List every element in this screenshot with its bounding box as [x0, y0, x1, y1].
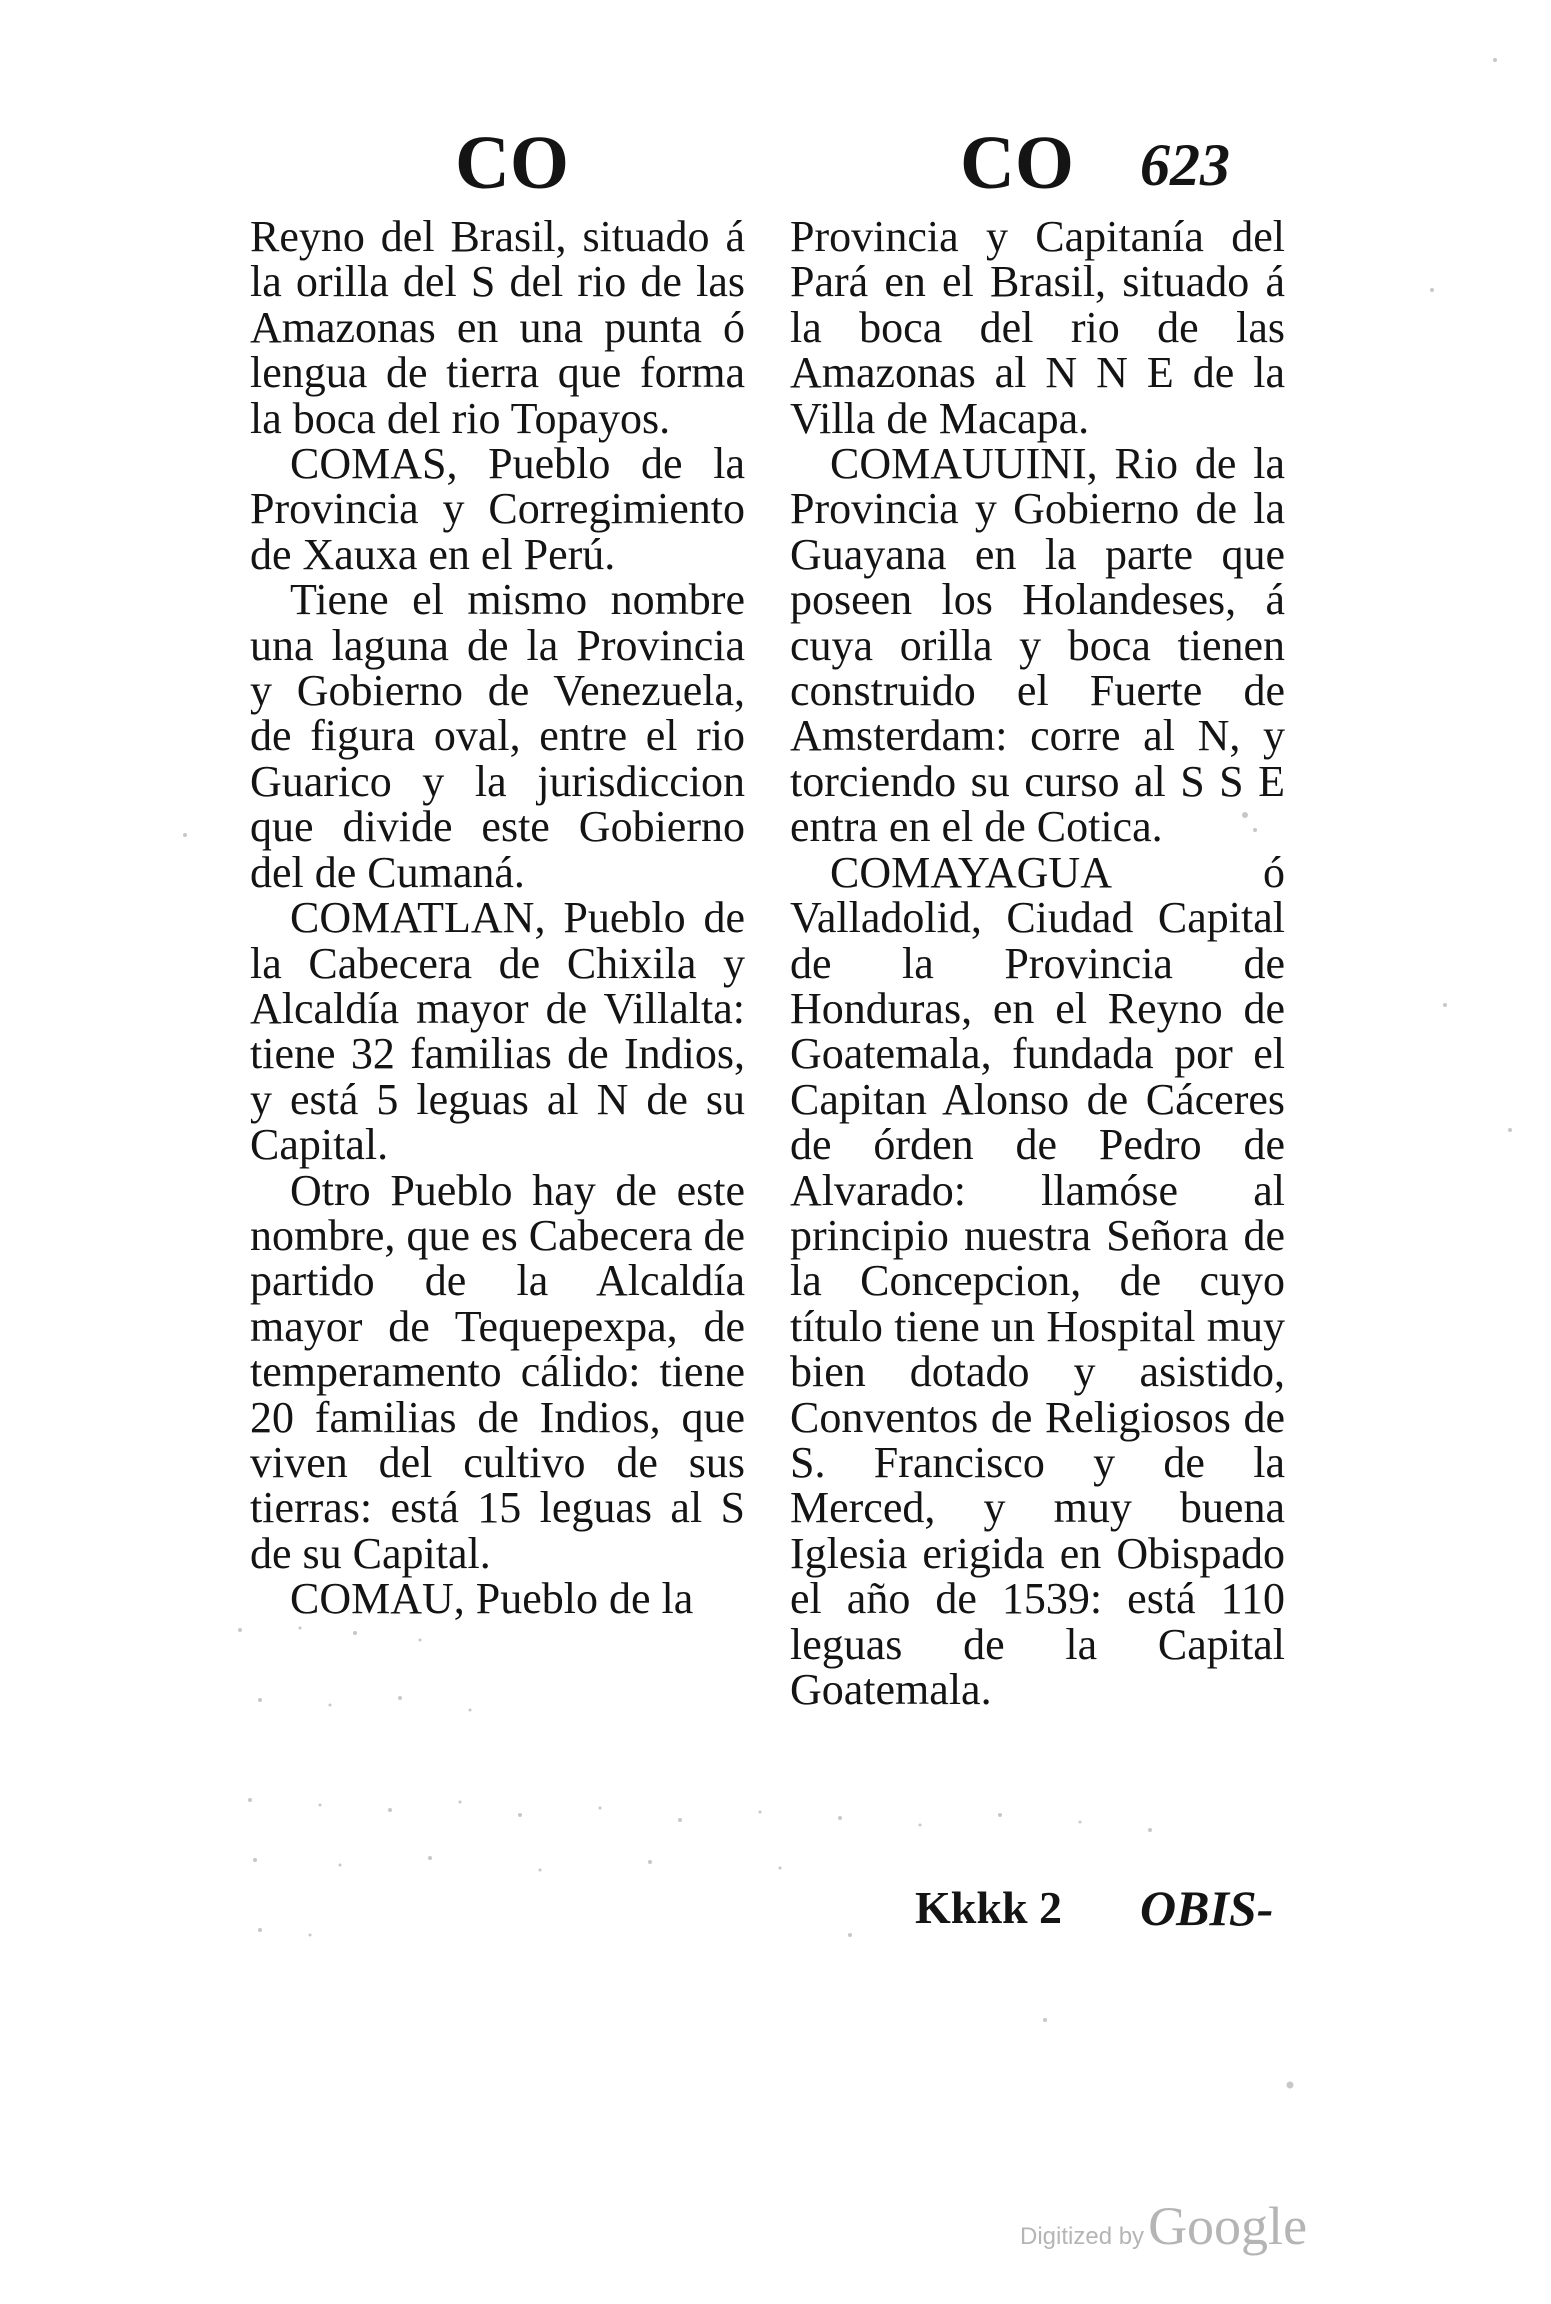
entry-comatlan-otro: Otro Pueblo hay de este nombre, que es Cabecera de partido de la Alcaldía mayor de Tequepexpa, de temperamento cálido: tiene 20 familias de Indios, que viven del cultivo de sus tierras: está 15 leguas al S de su Capital.	[250, 1165, 745, 1578]
entry-comas-laguna: Tiene el mismo nombre una laguna de la Provincia y Gobierno de Venezuela, de figura oval, entre el rio Guarico y la jurisdiccion que divide este Gobierno del de Cumaná.	[250, 575, 745, 897]
running-head-right: CO	[960, 121, 1074, 205]
entry-comau: COMAU, Pueblo de la	[290, 1574, 694, 1624]
watermark-prefix: Digitized by	[1020, 2223, 1145, 2250]
page-number: 623	[1140, 132, 1230, 198]
entry-comau-continuation: Provincia y Capitanía del Pará en el Brasil, situado á la boca del rio de las Amazonas al N N E de la Villa de Macapa.	[790, 212, 1285, 443]
entry-comayagua: COMAYAGUA ó Valladolid, Ciudad Capital de la Provincia de Honduras, en el Reyno de Goatemala, fundada por el Capitan Alonso de Cáceres de órden de Pedro de Alvarado: llamóse al principio nuestra Señora de la Concepcion, de cuyo título tiene un Hospital muy bien dotado y asistido, Conventos de Religiosos de S. Francisco y de la Merced, y muy buena Iglesia erigida en Obispado el año de 1539: está 110 leguas de la Capital Goatemala.	[790, 847, 1285, 1714]
signature-mark: Kkkk 2	[915, 1882, 1063, 1933]
entry-comas: COMAS, Pueblo de la Provincia y Corregimiento de Xauxa en el Perú.	[250, 439, 745, 579]
running-head-left: CO	[455, 121, 569, 205]
entry-comatlan: COMATLAN, Pueblo de la Cabecera de Chixila y Alcaldía mayor de Villalta: tiene 32 familias de Indios, y está 5 leguas al N de su Capital.	[250, 893, 745, 1170]
watermark-brand: Google	[1148, 2196, 1308, 2256]
entry-continuation-paragraph: Reyno del Brasil, situado á la orilla del S del rio de las Amazonas en una punta ó lengua de tierra que forma la boca del rio Topayos.	[250, 212, 745, 443]
entry-comauuini: COMAUUINI, Rio de la Provincia y Gobierno de la Guayana en la parte que poseen los Holandeses, á cuya orilla y boca tienen construido el Fuerte de Amsterdam: corre al N, y torciendo su curso al S S E entra en el de Cotica.	[790, 439, 1285, 852]
catchword: OBIS-	[1140, 1880, 1274, 1936]
